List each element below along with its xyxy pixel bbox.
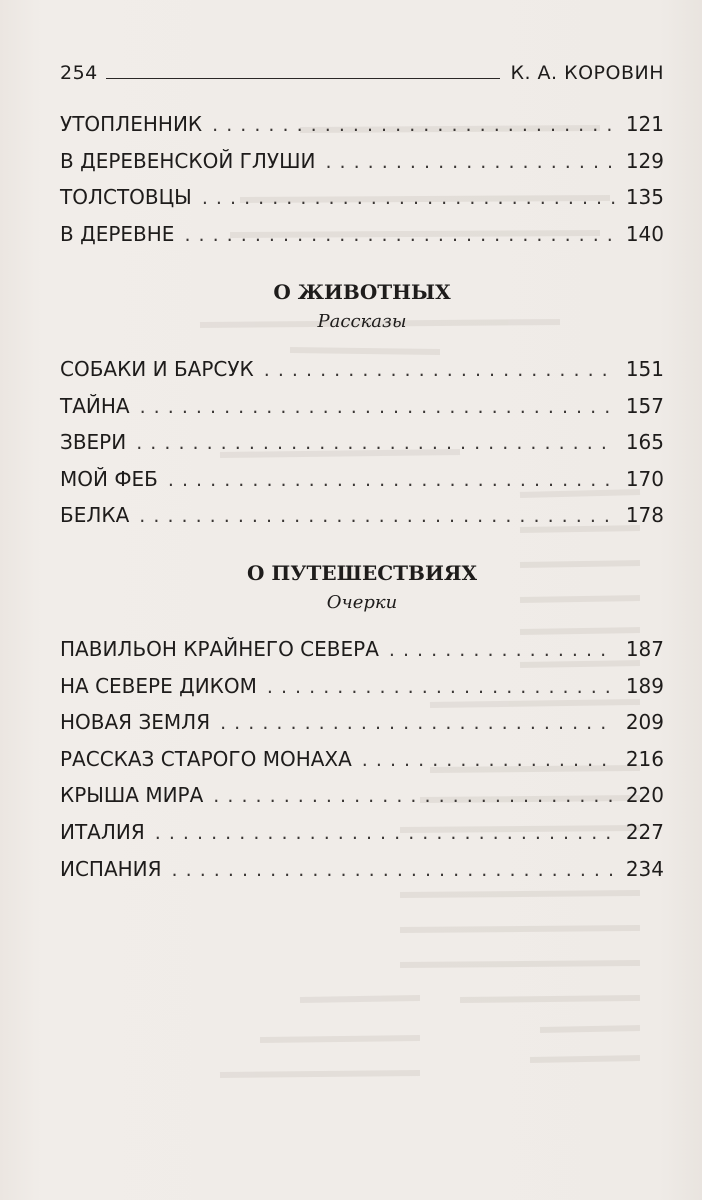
toc-entry[interactable] <box>60 668 664 705</box>
toc-entry-page: 189 <box>625 673 664 698</box>
toc-entry-page: 170 <box>625 466 664 491</box>
toc-entry[interactable] <box>60 179 664 216</box>
toc-entry-page: 157 <box>625 393 664 418</box>
page-number: 254 <box>60 62 98 84</box>
toc-entry[interactable] <box>60 631 664 668</box>
toc-entry[interactable] <box>60 106 664 143</box>
toc-entry-title: КРЫША МИРА <box>60 783 204 808</box>
toc-entry-page: 140 <box>625 221 664 246</box>
toc-entry[interactable] <box>60 388 664 425</box>
toc-entry-page: 227 <box>625 819 664 844</box>
leader-dots <box>212 107 616 144</box>
toc-entry-page: 187 <box>625 637 664 661</box>
leader-dots <box>213 778 616 815</box>
leader-dots <box>184 217 615 254</box>
leader-dots <box>140 389 616 426</box>
toc-entry-page: 121 <box>625 112 664 136</box>
toc-entry-title: ЗВЕРИ <box>60 430 127 455</box>
leader-dots <box>136 425 616 462</box>
leader-dots <box>172 852 616 889</box>
toc-entry[interactable] <box>60 851 664 888</box>
toc-group-travels <box>60 631 664 887</box>
toc-entry-title: ТОЛСТОВЦЫ <box>60 185 192 210</box>
toc-entry[interactable] <box>60 777 664 814</box>
section-title: О ПУТЕШЕСТВИЯХ <box>247 561 477 585</box>
toc-entry[interactable] <box>60 814 664 851</box>
toc-entry-title: В ДЕРЕВНЕ <box>60 221 175 246</box>
toc-entry-title: ПАВИЛЬОН КРАЙНЕГО СЕВЕРА <box>60 637 379 661</box>
section-heading-animals <box>60 277 664 337</box>
leader-dots <box>325 144 615 181</box>
leader-dots <box>220 705 616 742</box>
toc-entry-title: ТАЙНА <box>60 393 130 418</box>
toc-group-animals <box>60 351 664 534</box>
toc-entry-title: ИТАЛИЯ <box>60 819 145 844</box>
toc-entry-title: РАССКАЗ СТАРОГО МОНАХА <box>60 746 352 771</box>
toc-entry-title: ИСПАНИЯ <box>60 856 162 881</box>
header-rule <box>106 78 501 79</box>
toc-entry-title: НА СЕВЕРЕ ДИКОМ <box>60 673 257 698</box>
toc-group-1 <box>60 106 664 252</box>
leader-dots <box>168 462 616 499</box>
toc-entry[interactable] <box>60 461 664 498</box>
leader-dots <box>267 669 616 706</box>
toc-entry[interactable] <box>60 741 664 778</box>
toc-entry-page: 151 <box>625 357 664 381</box>
leader-dots <box>139 498 616 535</box>
toc-entry-title: МОЙ ФЕБ <box>60 466 158 491</box>
toc-entry-page: 165 <box>625 430 664 455</box>
toc-entry-page: 234 <box>625 856 664 881</box>
toc-entry-page: 135 <box>625 185 664 210</box>
author-name: К. А. КОРОВИН <box>510 62 664 84</box>
toc-entry-page: 209 <box>625 710 664 735</box>
toc-entry-title: БЕЛКА <box>60 503 130 528</box>
toc-entry-title: В ДЕРЕВЕНСКОЙ ГЛУШИ <box>60 148 316 173</box>
leader-dots <box>155 815 616 852</box>
toc-entry-title: НОВАЯ ЗЕМЛЯ <box>60 710 211 735</box>
toc-entry-page: 129 <box>625 148 664 173</box>
running-head <box>60 62 664 84</box>
toc-entry-title: УТОПЛЕННИК <box>60 112 203 136</box>
toc-entry[interactable] <box>60 351 664 388</box>
toc-entry[interactable] <box>60 497 664 534</box>
toc-entry-page: 220 <box>625 783 664 808</box>
section-subtitle: Очерки <box>326 592 398 613</box>
leader-dots <box>389 632 616 669</box>
toc-entry[interactable] <box>60 216 664 253</box>
section-subtitle: Рассказы <box>317 311 407 332</box>
leader-dots <box>202 180 616 217</box>
toc-entry[interactable] <box>60 704 664 741</box>
toc-entry[interactable] <box>60 424 664 461</box>
leader-dots <box>264 352 616 389</box>
toc-entry-title: СОБАКИ И БАРСУК <box>60 357 254 381</box>
leader-dots <box>362 742 616 779</box>
section-title: О ЖИВОТНЫХ <box>273 280 451 304</box>
section-heading-travels <box>60 558 664 618</box>
toc-entry-page: 216 <box>625 746 664 771</box>
toc-entry-page: 178 <box>625 503 664 528</box>
toc-entry[interactable] <box>60 143 664 180</box>
